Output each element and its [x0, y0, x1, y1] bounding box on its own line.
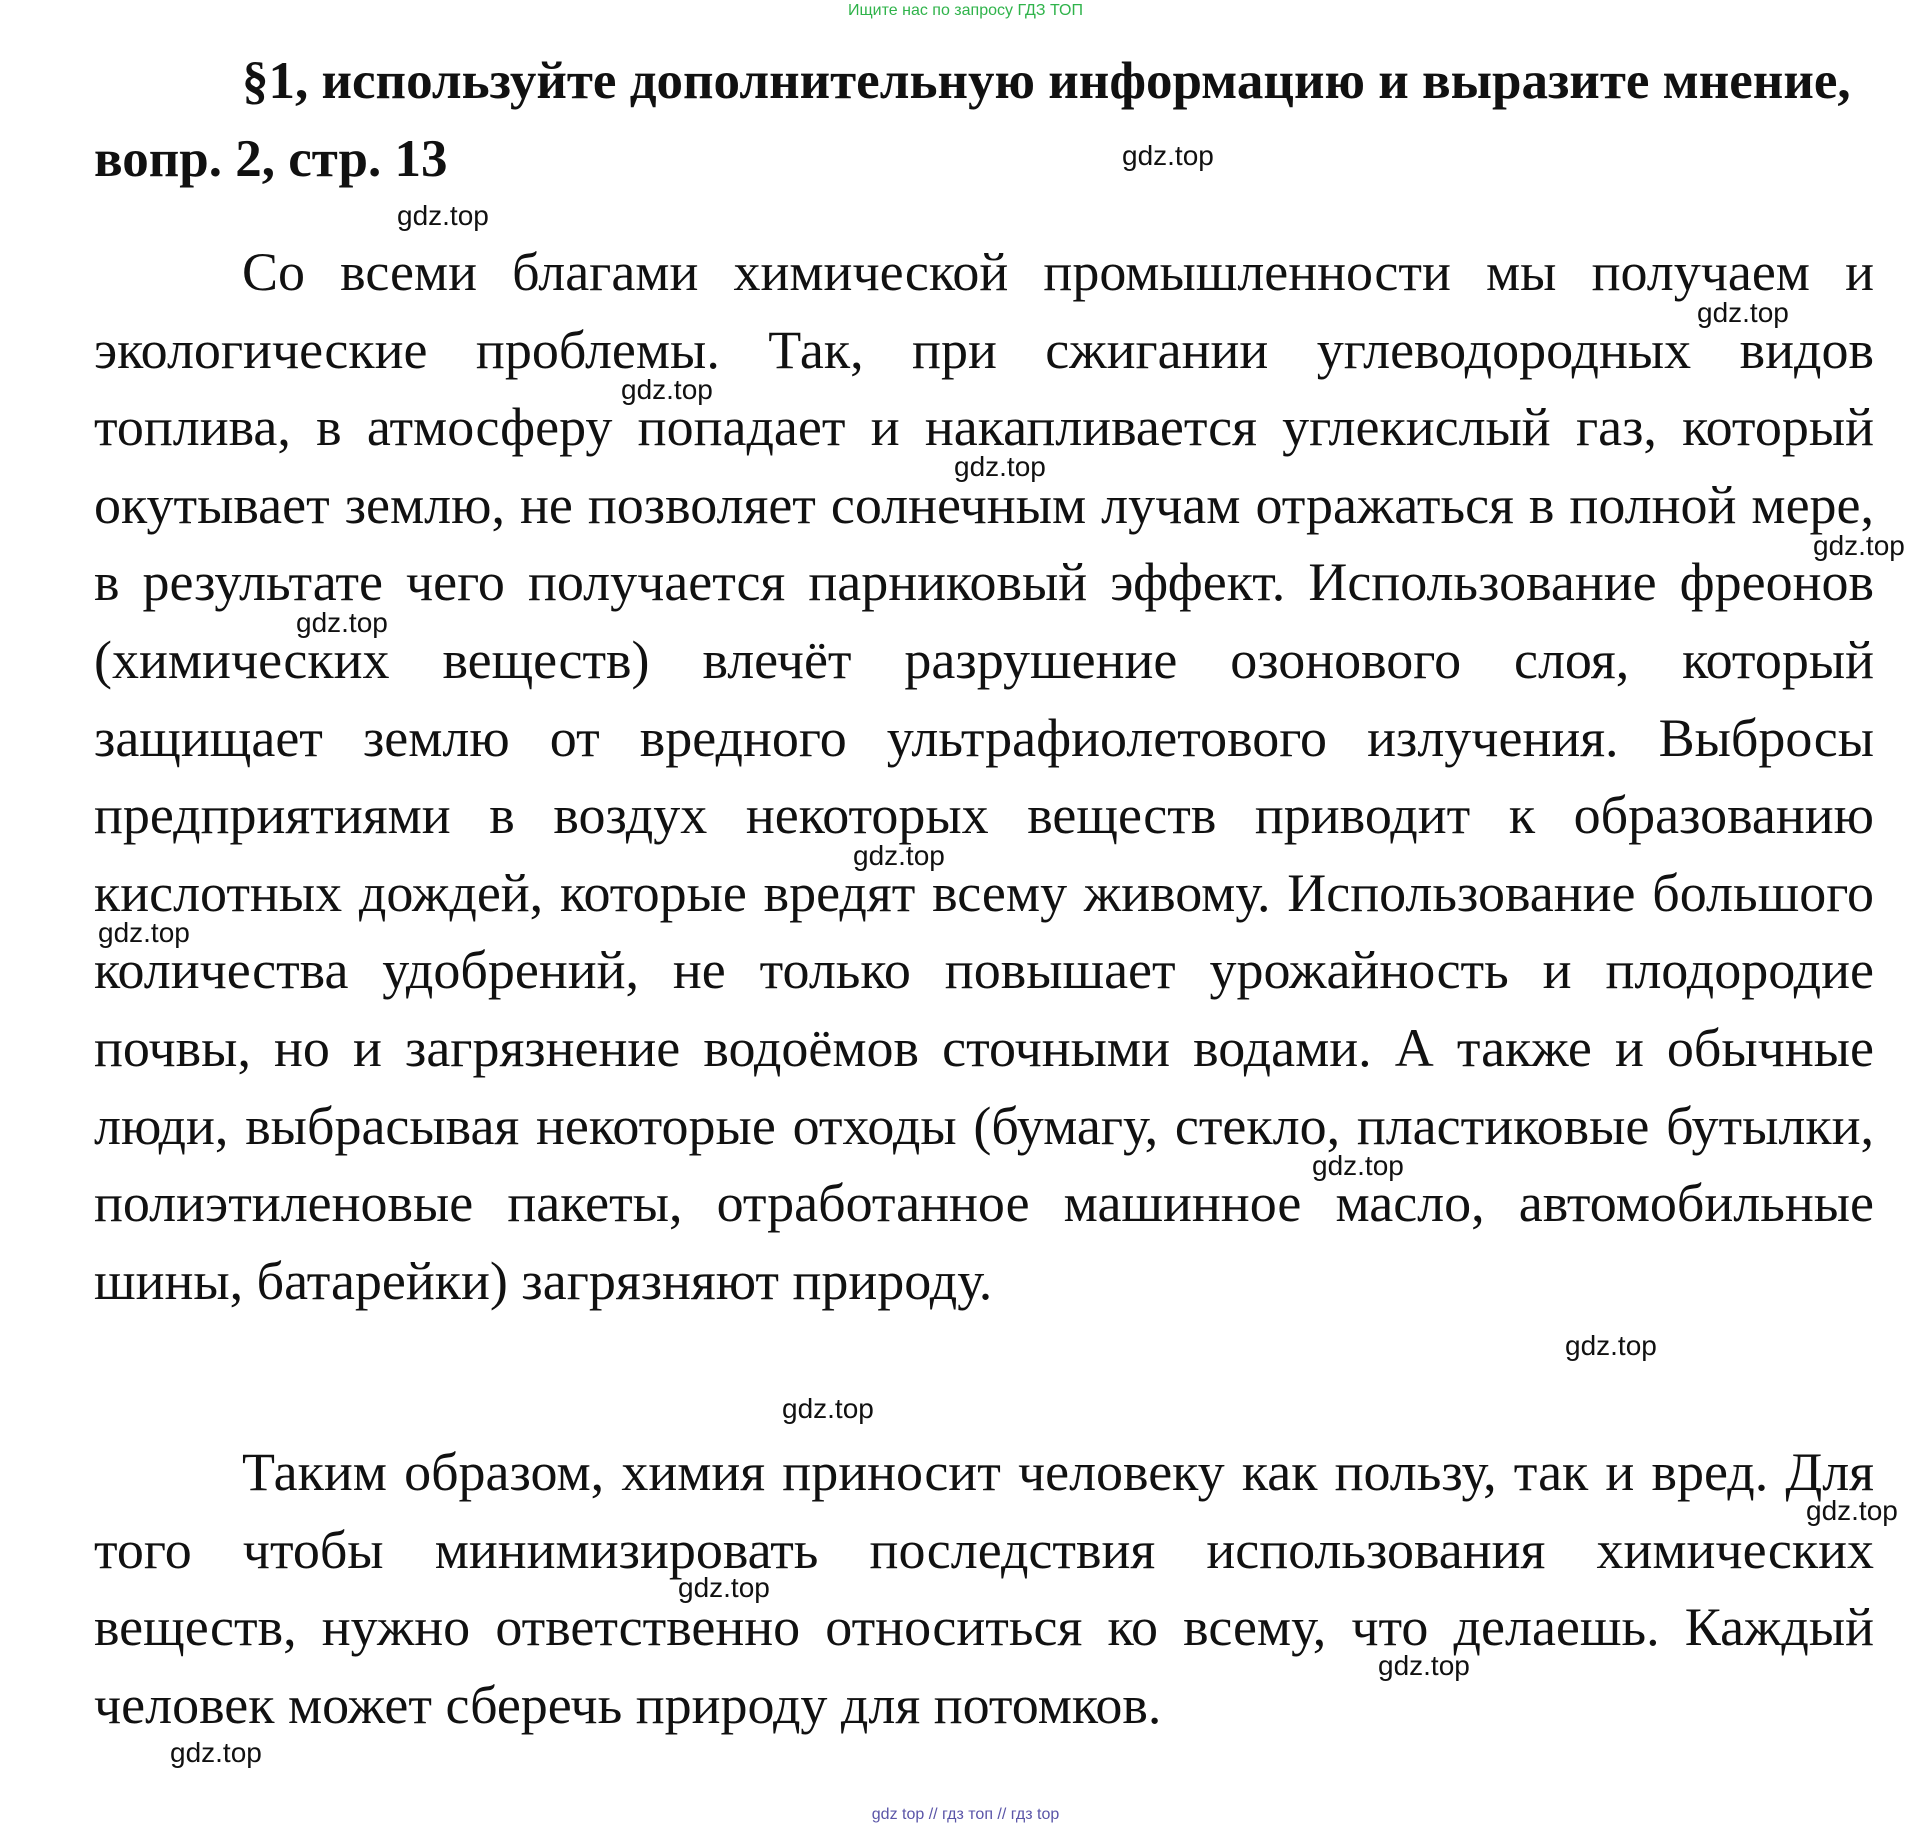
watermark: gdz.top	[1813, 530, 1905, 561]
watermark: gdz.top	[170, 1737, 262, 1768]
footer: gdz top // гдз топ // гдз top	[871, 1806, 1060, 1823]
watermark: gdz.top	[1378, 1650, 1470, 1681]
watermark: gdz.top	[1697, 297, 1789, 328]
watermark: gdz.top	[954, 451, 1046, 482]
watermark: gdz.top	[1122, 140, 1214, 171]
page-title: §1, используйте дополнительную информацию и выразите мнение, вопр. 2, стр. 13	[94, 52, 1851, 188]
top-banner: Ищите нас по запросу ГДЗ ТОП	[848, 2, 1083, 19]
watermark: gdz.top	[1565, 1330, 1657, 1361]
watermark: gdz.top	[678, 1572, 770, 1603]
watermark: gdz.top	[296, 607, 388, 638]
watermark: gdz.top	[397, 200, 489, 231]
watermark: gdz.top	[621, 374, 713, 405]
paragraph-1: Со всеми благами химической промышленности мы получаем и экологические проблемы. Так, при сжигании углеводородных видов топлива, в атмосферу попадает и накапливается углекислый газ, который окутывает землю, не позволяет солнечным лучам отражаться в полной мере, в результате чего получается парниковый эффект. Использование фреонов (химических веществ) влечёт разрушение озонового слоя, который защищает землю от вредного ультрафиолетового излучения. Выбросы предприятиями в воздух некоторых веществ приводит к образованию кислотных дождей, которые вредят всему живому. Использование большого количества удобрений, не только повышает урожайность и плодородие почвы, но и загрязнение водоёмов сточными водами. А также и обычные люди, выбрасывая некоторые отходы (бумагу, стекло, пластиковые бутылки, полиэтиленовые пакеты, отработанное машинное масло, автомобильные шины, батарейки) загрязняют природу.	[94, 242, 1874, 1311]
paragraph-2: Таким образом, химия приносит человеку как пользу, так и вред. Для того чтобы минимизировать последствия использования химических веществ, нужно ответственно относиться ко всему, что делаешь. Каждый человек может сберечь природу для потомков.	[94, 1442, 1874, 1735]
watermark: gdz.top	[98, 917, 190, 948]
watermark: gdz.top	[853, 840, 945, 871]
watermark: gdz.top	[1312, 1150, 1404, 1181]
watermark: gdz.top	[782, 1393, 874, 1424]
watermark: gdz.top	[1806, 1495, 1898, 1526]
